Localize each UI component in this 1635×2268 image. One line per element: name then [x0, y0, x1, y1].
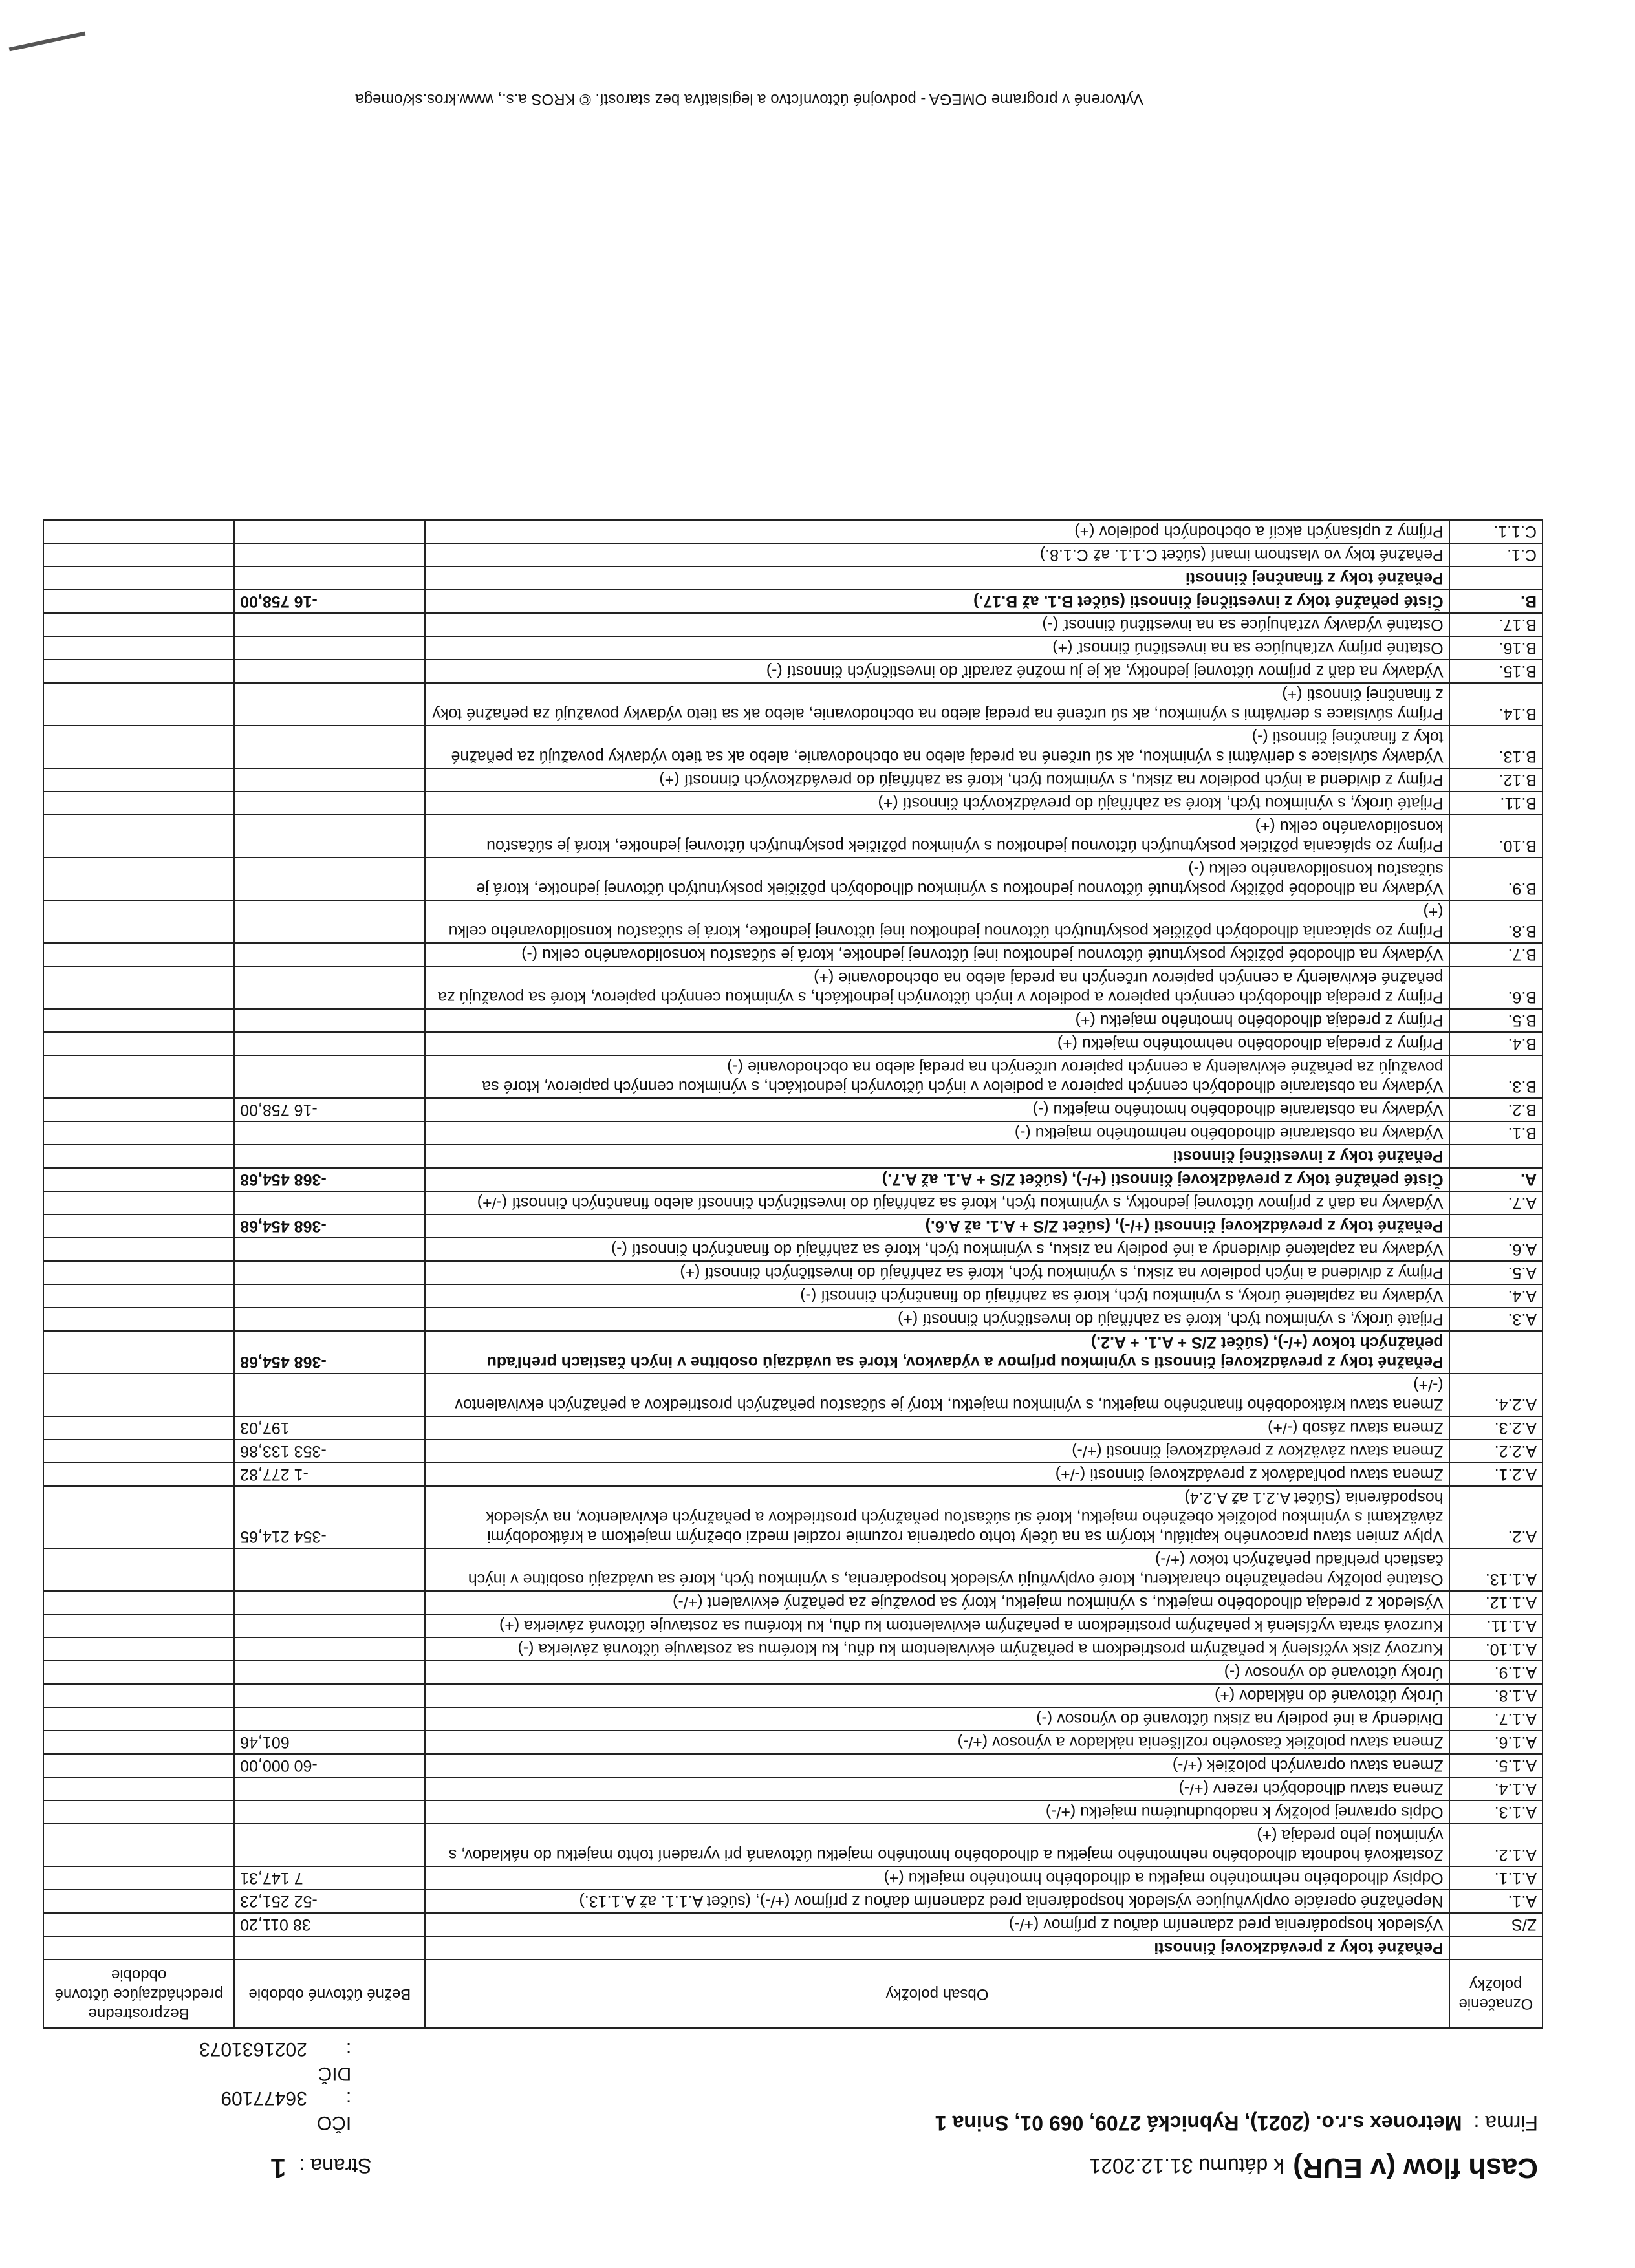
row-code: B.12.: [1449, 768, 1543, 792]
column-header-current: Bežné účtovné obdobie: [234, 1960, 425, 2028]
row-current-value: [234, 1707, 425, 1731]
row-text: Ostatné príjmy vzťahujúce sa na investičnú činnosť (+): [425, 636, 1449, 660]
table-row: [43, 1009, 1543, 1032]
row-current-value: [234, 966, 425, 1009]
row-current-value: [234, 943, 425, 966]
row-code: Z/S: [1449, 1913, 1543, 1936]
row-current-value: [234, 1121, 425, 1145]
table-row: [43, 1486, 1543, 1548]
row-current-value: [234, 1800, 425, 1824]
row-previous-value: [43, 815, 234, 858]
row-current-value: [234, 1591, 425, 1614]
row-text: Peňažné toky z prevádzkovej činnosti (+/-), (súčet Z/S + A.1. až A.6.): [425, 1215, 1449, 1238]
row-previous-value: [43, 1754, 234, 1777]
row-text: Nepeňažné operácie ovplyvňujúce výsledok hospodárenia pred zdanením daňou z príjmov (+/-), (súčet A.1.1. až A.1.13.): [425, 1890, 1449, 1913]
row-current-value: [234, 726, 425, 768]
row-code: A.5.: [1449, 1261, 1543, 1284]
row-current-value: [234, 1145, 425, 1168]
row-text: Výsledok z predaja dlhodobého majetku, s výnimkou majetku, ktorý sa považuje za peňažný ekvivalent (+/-): [425, 1591, 1449, 1614]
row-text: Výdavky na daň z príjmov účtovnej jednotky, s výnimkou tých, ktoré sa zahŕňajú do investičných činností alebo finančných činností (-/+): [425, 1191, 1449, 1215]
row-code: A.1.9.: [1449, 1661, 1543, 1684]
row-text: Výdavky na daň z príjmov účtovnej jednotky, ak je ju možné zaradiť do investičných činností (-): [425, 660, 1449, 683]
row-text: Zmena stavu krátkodobého finančného majetku, s výnimkou majetku, ktorý je súčasťou peňažných prostriedkov a peňažných ekvivalentov (-/+): [425, 1374, 1449, 1416]
row-code: B.7.: [1449, 943, 1543, 966]
row-previous-value: [43, 1191, 234, 1215]
row-previous-value: [43, 1463, 234, 1486]
row-current-value: [234, 1824, 425, 1866]
row-previous-value: [43, 1614, 234, 1637]
table-row: [43, 815, 1543, 858]
row-previous-value: [43, 858, 234, 900]
row-current-value: [234, 1238, 425, 1261]
row-code: B.16.: [1449, 636, 1543, 660]
row-text: Príjmy súvisiace s derivátmi s výnimkou, ak sú určené na predaj alebo na obchodovanie, alebo ak sa tieto výdavky považujú za peňažné toky z finančnej činnosti (+): [425, 683, 1449, 726]
row-current-value: [234, 1684, 425, 1707]
row-code: B.3.: [1449, 1055, 1543, 1098]
table-row: [43, 768, 1543, 792]
table-row: [43, 1614, 1543, 1637]
row-previous-value: [43, 900, 234, 943]
row-previous-value: [43, 1637, 234, 1661]
row-text: Výsledok hospodárenia pred zdanením daňou z príjmov (+/-): [425, 1913, 1449, 1936]
row-previous-value: [43, 1800, 234, 1824]
table-row: [43, 1731, 1543, 1754]
row-current-value: -60 000,00: [234, 1754, 425, 1777]
row-text: Zmena stavu opravných položiek (+/-): [425, 1754, 1449, 1777]
row-code: B.4.: [1449, 1032, 1543, 1055]
row-current-value: [234, 1055, 425, 1098]
row-previous-value: [43, 1098, 234, 1121]
scan-mark: [9, 32, 86, 52]
row-previous-value: [43, 1486, 234, 1548]
row-previous-value: [43, 1684, 234, 1707]
table-row: [43, 683, 1543, 726]
section-header-row: [43, 1145, 1543, 1168]
table-row: [43, 1591, 1543, 1614]
row-text: Prijaté úroky, s výnimkou tých, ktoré sa zahŕňajú do prevádzkových činností (+): [425, 792, 1449, 815]
firm-info: [935, 2036, 1538, 2135]
row-code: A.2.4.: [1449, 1374, 1543, 1416]
row-previous-value: [43, 1707, 234, 1731]
ico-value: 36477109: [221, 2088, 307, 2109]
section-header-row: [43, 1936, 1543, 1960]
row-previous-value: [43, 1145, 234, 1168]
row-text: Výdavky na zaplatené úroky, s výnimkou tých, ktoré sa zahŕňajú do finančných činností (-): [425, 1284, 1449, 1308]
row-code: A.1.13.: [1449, 1548, 1543, 1591]
firm-name: Metronex s.r.o. (2021), Rybnická 2709, 069 01, Snina 1: [935, 2111, 1462, 2135]
row-previous-value: [43, 1055, 234, 1098]
cash-flow-table: [43, 519, 1543, 2029]
row-previous-value: [43, 1284, 234, 1308]
table-row: [43, 1824, 1543, 1866]
table-row: [43, 1548, 1543, 1591]
row-previous-value: [43, 1866, 234, 1890]
row-code: [1449, 1145, 1543, 1168]
row-previous-value: [43, 966, 234, 1009]
row-current-value: -368 454,68: [234, 1168, 425, 1191]
row-current-value: 38 011,20: [234, 1913, 425, 1936]
column-header-content: Obsah položky: [425, 1960, 1449, 2028]
row-code: C.1.: [1449, 543, 1543, 567]
row-text: Príjmy z upísaných akcií a obchodných podielov (+): [425, 520, 1449, 543]
table-row: [43, 1168, 1543, 1191]
row-code: [1449, 567, 1543, 590]
document-header: [76, 2036, 1538, 2184]
row-previous-value: [43, 1777, 234, 1800]
dic-label: DIČ :: [318, 2038, 352, 2084]
row-code: A.3.: [1449, 1308, 1543, 1331]
row-previous-value: [43, 1168, 234, 1191]
row-current-value: -353 133,86: [234, 1440, 425, 1463]
table-row: [43, 590, 1543, 613]
row-text: Prijaté úroky, s výnimkou tých, ktoré sa zahŕňajú do investičných činností (+): [425, 1308, 1449, 1331]
row-previous-value: [43, 1331, 234, 1374]
ico-label: IČO :: [316, 2088, 352, 2133]
row-code: B.1.: [1449, 1121, 1543, 1145]
row-previous-value: [43, 1913, 234, 1936]
row-code: A.1.8.: [1449, 1684, 1543, 1707]
row-text: Prijmy z dividend a iných podielov na zisku, s výnimkou tých, ktoré sa zahŕňajú do investičných činností (+): [425, 1261, 1449, 1284]
row-previous-value: [43, 1308, 234, 1331]
table-row: [43, 1463, 1543, 1486]
row-code: A.1.1.: [1449, 1866, 1543, 1890]
row-previous-value: [43, 636, 234, 660]
row-code: A.1.12.: [1449, 1591, 1543, 1614]
table-body: [43, 520, 1543, 1960]
row-code: [1449, 1215, 1543, 1238]
row-text: Výdavky súvisiace s derivátmi s výnimkou, ak sú určené na predaj alebo na obchodovanie, alebo ak sa tieto výdavky považujú za peňažné toky z finančnej činnosti (-): [425, 726, 1449, 768]
row-code: B.5.: [1449, 1009, 1543, 1032]
row-text: Dividendy a iné podiely na zisku účtované do výnosov (-): [425, 1707, 1449, 1731]
row-text: Výdavky na obstaranie dlhodobého nehmotného majetku (-): [425, 1121, 1449, 1145]
table-row: [43, 858, 1543, 900]
row-code: B.9.: [1449, 858, 1543, 900]
table-row: [43, 1215, 1543, 1238]
row-current-value: -368 454,68: [234, 1215, 425, 1238]
row-code: [1449, 1936, 1543, 1960]
row-current-value: -16 758,00: [234, 590, 425, 613]
row-text: Odpis opravnej položky k nadobudnutému majetku (+/-): [425, 1800, 1449, 1824]
row-current-value: -354 214,65: [234, 1486, 425, 1548]
row-code: B.17.: [1449, 613, 1543, 636]
row-code: A.2.: [1449, 1486, 1543, 1548]
row-current-value: [234, 1614, 425, 1637]
row-current-value: 601,46: [234, 1731, 425, 1754]
row-previous-value: [43, 768, 234, 792]
row-previous-value: [43, 1824, 234, 1866]
row-text: Zmena stavu záväzkov z prevádzkovej činnosti (+/-): [425, 1440, 1449, 1463]
row-previous-value: [43, 792, 234, 815]
row-code: A.2.2.: [1449, 1440, 1543, 1463]
table-row: [43, 900, 1543, 943]
row-code: B.11.: [1449, 792, 1543, 815]
row-code: A.6.: [1449, 1238, 1543, 1261]
row-text: Peňažné toky z investičnej činnosti: [425, 1145, 1449, 1168]
row-current-value: [234, 815, 425, 858]
row-text: Kurzová strata vyčíslená k peňažným prostriedkom a peňažným ekvivalentom ku dňu, ku ktorému sa zostavuje účtovná závierka (+): [425, 1614, 1449, 1637]
row-text: Zmena stavu dlhodobých rezerv (+/-): [425, 1777, 1449, 1800]
row-current-value: [234, 660, 425, 683]
row-previous-value: [43, 726, 234, 768]
page-indicator: [270, 2152, 372, 2184]
row-code: A.1.5.: [1449, 1754, 1543, 1777]
table-row: [43, 1032, 1543, 1055]
row-previous-value: [43, 590, 234, 613]
row-current-value: [234, 520, 425, 543]
row-text: Príjmy zo splácania dlhodobých pôžičiek poskytnutých účtovnou jednotkou inej účtovnej jednotke, ktorá je súčasťou konsolidovaného celku (+): [425, 900, 1449, 943]
row-current-value: [234, 1261, 425, 1284]
row-current-value: [234, 567, 425, 590]
row-previous-value: [43, 1215, 234, 1238]
table-row: [43, 1913, 1543, 1936]
table-header-row: [43, 1960, 1543, 2028]
row-previous-value: [43, 1548, 234, 1591]
table-row: [43, 520, 1543, 543]
row-code: A.1.: [1449, 1890, 1543, 1913]
row-previous-value: [43, 1238, 234, 1261]
row-current-value: [234, 1009, 425, 1032]
row-code: B.15.: [1449, 660, 1543, 683]
table-row: [43, 636, 1543, 660]
row-text: Ostatné položky nepeňažného charakteru, ktoré ovplyvňujú výsledok hospodárenia, s výnimkou tých, ktoré sa uvádzajú osobitne v iných častiach prehľadu peňažných tokov (+/-): [425, 1548, 1449, 1591]
table-row: [43, 966, 1543, 1009]
table-row: [43, 1191, 1543, 1215]
row-previous-value: [43, 1731, 234, 1754]
row-text: Príjmy z predaja dlhodobých cenných papierov a podielov v iných účtovných jednotkách, s výnimkou cenných papierov, ktoré sa považujú za peňažné ekvivalenty a cenných papierov určených na predaj alebo na obchodovanie (+): [425, 966, 1449, 1009]
row-previous-value: [43, 567, 234, 590]
row-current-value: [234, 613, 425, 636]
row-previous-value: [43, 943, 234, 966]
table-row: [43, 1707, 1543, 1731]
row-text: Čisté peňažné toky z prevádzkovej činnosti (+/-), (súčet Z/S + A.1. až A.7.): [425, 1168, 1449, 1191]
row-text: Výdavky na obstaranie dlhodobého hmotného majetku (-): [425, 1098, 1449, 1121]
row-code: A.: [1449, 1168, 1543, 1191]
row-text: Výdavky na dlhodobé pôžičky poskytnuté účtovnou jednotkou inej účtovnej jednotke, ktorá je súčasťou konsolidovaného celku (-): [425, 943, 1449, 966]
table-row: [43, 1637, 1543, 1661]
row-previous-value: [43, 1890, 234, 1913]
row-text: Zmena stavu pohľadávok z prevádzkovej činnosti (-/+): [425, 1463, 1449, 1486]
row-current-value: [234, 1936, 425, 1960]
row-code: A.4.: [1449, 1284, 1543, 1308]
row-text: Peňažné toky z prevádzkovej činnosti: [425, 1936, 1449, 1960]
row-code: A.1.4.: [1449, 1777, 1543, 1800]
row-previous-value: [43, 520, 234, 543]
row-current-value: -368 454,68: [234, 1331, 425, 1374]
row-text: Zmena stavu zásob (-/+): [425, 1416, 1449, 1440]
page-number: 1: [270, 2152, 287, 2184]
row-previous-value: [43, 1661, 234, 1684]
table-row: [43, 792, 1543, 815]
row-text: Vplyv zmien stavu pracovného kapitálu, ktorým sa na účely tohto opatrenia rozumie rozdiel medzi obežným majetkom a krátkodobými záväzkami s výnimkou položiek obežného majetku, ktoré sú súčasťou peňažných prostriedkov a peňažných ekvivalentov, na výsledok hospodárenia (Súčet A.2.1 až A.2.4): [425, 1486, 1449, 1548]
table-row: [43, 726, 1543, 768]
table-row: [43, 1416, 1543, 1440]
table-row: [43, 1261, 1543, 1284]
row-previous-value: [43, 1374, 234, 1416]
row-text: Peňažné toky z prevádzkovej činnosti s výnimkou príjmov a výdavkov, ktoré sa uvádzajú osobitne v iných častiach prehľadu peňažných tokov (+/-), (súčet Z/S + A.1. + A.2.): [425, 1331, 1449, 1374]
title-text: Cash flow (v EUR): [1293, 2152, 1538, 2184]
table-row: [43, 1866, 1543, 1890]
row-previous-value: [43, 1121, 234, 1145]
row-current-value: [234, 1661, 425, 1684]
row-code: B.8.: [1449, 900, 1543, 943]
date-label: k dátumu 31.12.2021: [1089, 2154, 1284, 2177]
row-text: Ostatné výdavky vzťahujúce sa na investičnú činnosť (-): [425, 613, 1449, 636]
document-title: [1089, 2152, 1538, 2184]
row-current-value: [234, 1284, 425, 1308]
row-code: B.: [1449, 590, 1543, 613]
row-code: B.14.: [1449, 683, 1543, 726]
page-label: Strana :: [299, 2154, 372, 2177]
table-row: [43, 1684, 1543, 1707]
row-code: A.7.: [1449, 1191, 1543, 1215]
row-code: A.1.11.: [1449, 1614, 1543, 1637]
row-code: A.1.7.: [1449, 1707, 1543, 1731]
row-code: A.1.3.: [1449, 1800, 1543, 1824]
row-current-value: [234, 792, 425, 815]
row-code: A.1.10.: [1449, 1637, 1543, 1661]
row-previous-value: [43, 660, 234, 683]
row-text: Peňažné toky z finančnej činnosti: [425, 567, 1449, 590]
row-code: [1449, 1331, 1543, 1374]
row-text: Odpisy dlhodobého nehmotného majetku a dlhodobého hmotného majetku (+): [425, 1866, 1449, 1890]
table-row: [43, 1284, 1543, 1308]
table-row: [43, 1374, 1543, 1416]
row-current-value: 197,03: [234, 1416, 425, 1440]
row-previous-value: [43, 1261, 234, 1284]
firm-label: Firma :: [1473, 2111, 1538, 2135]
column-header-previous: Bezprostredne predchádzajúce účtovné obdobie: [43, 1960, 234, 2028]
row-current-value: [234, 1308, 425, 1331]
row-current-value: [234, 900, 425, 943]
row-current-value: [234, 1032, 425, 1055]
row-text: Príjmy zo splácania pôžičiek poskytnutých účtovnou jednotkou s výnimkou pôžičiek poskytnutých účtovnej jednotke, ktorá je súčasťou konsolidovaného celku (+): [425, 815, 1449, 858]
row-current-value: 7 147,31: [234, 1866, 425, 1890]
table-row: [43, 543, 1543, 567]
row-code: A.2.1.: [1449, 1463, 1543, 1486]
row-previous-value: [43, 1416, 234, 1440]
row-previous-value: [43, 1936, 234, 1960]
row-current-value: [234, 1191, 425, 1215]
row-text: Príjmy z predaja dlhodobého nehmotného majetku (+): [425, 1032, 1449, 1055]
row-previous-value: [43, 543, 234, 567]
row-text: Kurzový zisk vyčíslený k peňažným prostriedkom a peňažným ekvivalentom ku dňu, ku ktorému sa zostavuje účtovná závierka (-): [425, 1637, 1449, 1661]
row-previous-value: [43, 1009, 234, 1032]
row-current-value: [234, 636, 425, 660]
row-code: A.1.2.: [1449, 1824, 1543, 1866]
row-text: Príjmy z predaja dlhodobého hmotného majetku (+): [425, 1009, 1449, 1032]
row-previous-value: [43, 1591, 234, 1614]
row-code: C.1.1.: [1449, 520, 1543, 543]
row-code: B.6.: [1449, 966, 1543, 1009]
row-previous-value: [43, 1032, 234, 1055]
table-row: [43, 613, 1543, 636]
table-row: [43, 1777, 1543, 1800]
table-row: [43, 1055, 1543, 1098]
table-row: [43, 943, 1543, 966]
row-text: Čisté peňažné toky z investičnej činnosti (súčet B.1. až B.17.): [425, 590, 1449, 613]
row-current-value: [234, 768, 425, 792]
row-text: Úroky účtované do nákladov (+): [425, 1684, 1449, 1707]
row-current-value: [234, 1637, 425, 1661]
row-previous-value: [43, 683, 234, 726]
company-ids: [199, 2036, 351, 2135]
row-current-value: [234, 1777, 425, 1800]
row-current-value: [234, 1548, 425, 1591]
table-row: [43, 1661, 1543, 1684]
row-current-value: -52 251,23: [234, 1890, 425, 1913]
table-row: [43, 1754, 1543, 1777]
row-current-value: -1 277,82: [234, 1463, 425, 1486]
row-code: B.13.: [1449, 726, 1543, 768]
table-row: [43, 1238, 1543, 1261]
column-header-code: Označenie položky: [1449, 1960, 1543, 2028]
table-row: [43, 1308, 1543, 1331]
footer-note: Vytvorené v programe OMEGA - podvojné účtovníctvo a legislatíva bez starostí. © KROS a.s., www.kros.sk/omega: [355, 91, 1143, 108]
table-row: [43, 660, 1543, 683]
row-current-value: -16 758,00: [234, 1098, 425, 1121]
row-code: B.10.: [1449, 815, 1543, 858]
row-code: B.2.: [1449, 1098, 1543, 1121]
table-row: [43, 1098, 1543, 1121]
row-text: Príjmy z dividend a iných podielov na zisku, s výnimkou tých, ktoré sa zahŕňajú do prevádzkových činností (+): [425, 768, 1449, 792]
row-text: Úroky účtované do výnosov (-): [425, 1661, 1449, 1684]
table-row: [43, 1331, 1543, 1374]
row-code: A.2.3.: [1449, 1416, 1543, 1440]
row-code: A.1.6.: [1449, 1731, 1543, 1754]
row-current-value: [234, 543, 425, 567]
section-header-row: [43, 567, 1543, 590]
table-row: [43, 1890, 1543, 1913]
table-row: [43, 1440, 1543, 1463]
row-current-value: [234, 1374, 425, 1416]
table-row: [43, 1800, 1543, 1824]
row-current-value: [234, 858, 425, 900]
dic-value: 2021631073: [199, 2038, 307, 2060]
table-row: [43, 1121, 1543, 1145]
row-previous-value: [43, 1440, 234, 1463]
row-text: Výdavky na zaplatené dividendy a iné podiely na zisku, s výnimkou tých, ktoré sa zahŕňajú do finančných činností (-): [425, 1238, 1449, 1261]
row-text: Peňažné toky vo vlastnom imaní (súčet C.1.1. až C.1.8.): [425, 543, 1449, 567]
row-text: Výdavky na obstaranie dlhodobých cenných papierov a podielov v iných účtovných jednotkách, s výnimkou cenných papierov, ktoré sa považujú za peňažné ekvivalenty a cenných papierov určených na predaj alebo na obchodovanie (-): [425, 1055, 1449, 1098]
row-previous-value: [43, 613, 234, 636]
row-text: Zostatková hodnota dlhodobého nehmotného majetku a dlhodobého hmotného majetku účtovaná pri vyradení tohto majetku do nákladov, s výnimkou jeho predaja (+): [425, 1824, 1449, 1866]
row-text: Výdavky na dlhodobé pôžičky poskytnuté účtovnou jednotkou s výnimkou dlhodobých pôžičiek poskytnutých účtovnej jednotke, ktorá je súčasťou konsolidovaného celku (-): [425, 858, 1449, 900]
row-current-value: [234, 683, 425, 726]
row-text: Zmena stavu položiek časového rozlíšenia nákladov a výnosov (+/-): [425, 1731, 1449, 1754]
